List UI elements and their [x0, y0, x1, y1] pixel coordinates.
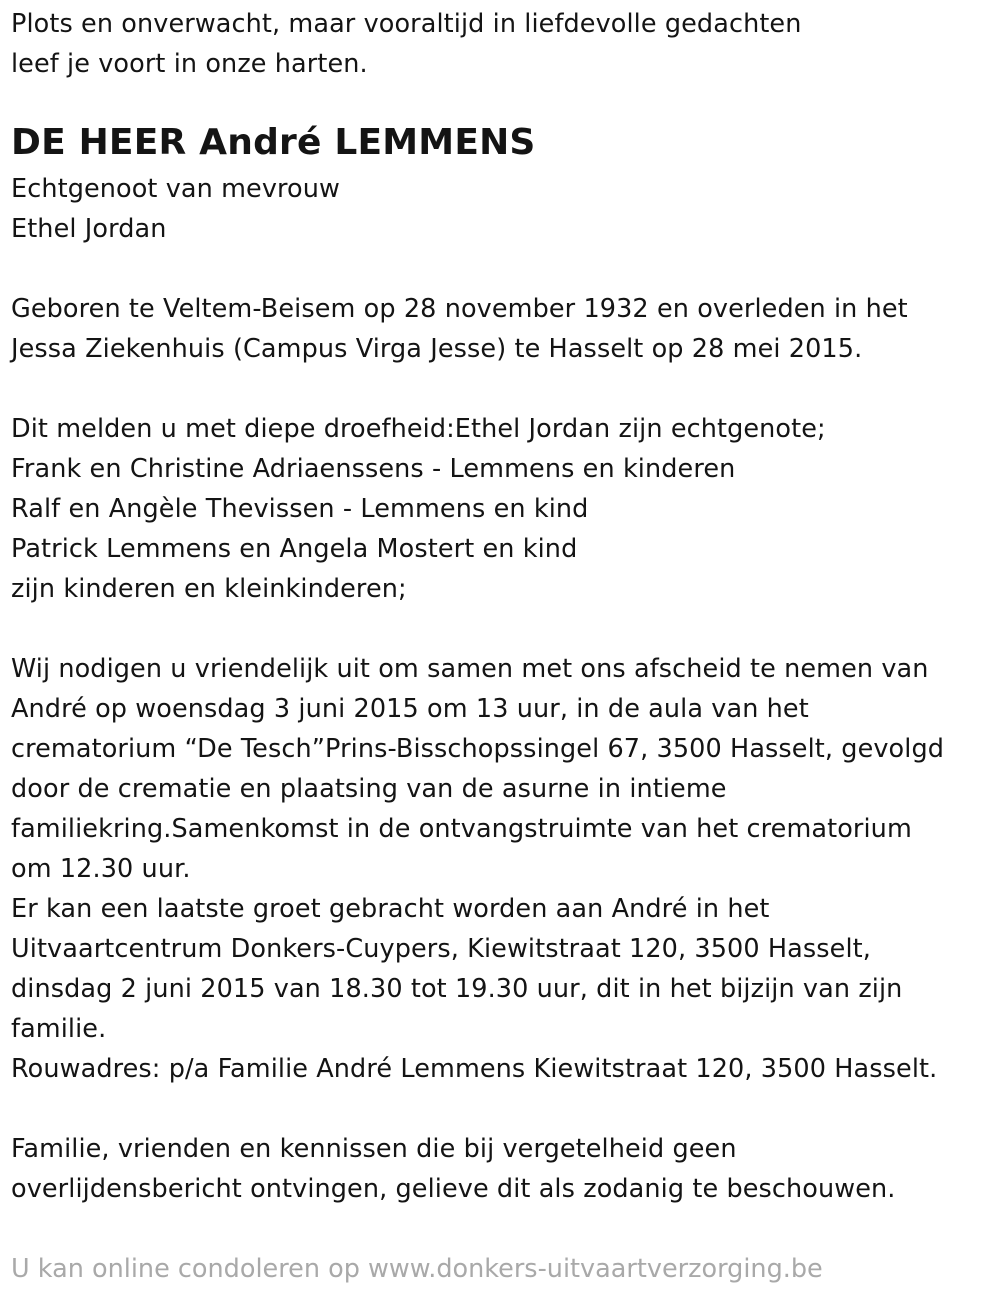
paragraph-spacer — [11, 609, 1000, 649]
ceremony-line: familiekring.Samenkomst in de ontvangstruimte van het crematorium — [11, 814, 912, 844]
ceremony-line: Rouwadres: p/a Familie André Lemmens Kiewitstraat 120, 3500 Hasselt. — [11, 1054, 938, 1084]
family-line: Patrick Lemmens en Angela Mostert en kind — [11, 534, 578, 564]
ceremony-line: crematorium “De Tesch”Prins-Bisschopssingel 67, 3500 Hasselt, gevolgd — [11, 734, 945, 764]
ceremony-line: familie. — [11, 1014, 107, 1044]
intro-line: Plots en onverwacht, maar vooraltijd in liefdevolle gedachten — [11, 9, 802, 39]
notice-line: overlijdensbericht ontvingen, gelieve dit als zodanig te beschouwen. — [11, 1174, 896, 1204]
family-section — [11, 409, 1000, 609]
family-line: Ralf en Angèle Thevissen - Lemmens en kind — [11, 494, 589, 524]
birth-death-line: Geboren te Veltem-Beisem op 28 november 1932 en overleden in het — [11, 294, 908, 324]
ceremony-line: door de crematie en plaatsing van de asurne in intieme — [11, 774, 727, 804]
ceremony-line: dinsdag 2 juni 2015 van 18.30 tot 19.30 uur, dit in het bijzijn van zijn — [11, 974, 903, 1004]
ceremony-line: Wij nodigen u vriendelijk uit om samen met ons afscheid te nemen van — [11, 654, 929, 684]
intro-verse — [11, 0, 1000, 84]
paragraph-spacer — [11, 1209, 1000, 1249]
notice-line: Familie, vrienden en kennissen die bij vergetelheid geen — [11, 1134, 737, 1164]
paragraph-spacer — [11, 369, 1000, 409]
condolence-footer: U kan online condoleren op www.donkers-uitvaartverzorging.be — [11, 1254, 823, 1284]
paragraph-spacer — [11, 249, 1000, 289]
ceremony-line: om 12.30 uur. — [11, 854, 191, 884]
ceremony-section — [11, 649, 1000, 1089]
spouse-section — [11, 169, 1000, 249]
family-line: zijn kinderen en kleinkinderen; — [11, 574, 407, 604]
paragraph-spacer — [11, 1089, 1000, 1129]
birth-death-line: Jessa Ziekenhuis (Campus Virga Jesse) te Hasselt op 28 mei 2015. — [11, 334, 863, 364]
spouse-line: Echtgenoot van mevrouw — [11, 174, 340, 204]
notice-section — [11, 1129, 1000, 1209]
birth-death-section — [11, 289, 1000, 369]
family-line: Frank en Christine Adriaenssens - Lemmens en kinderen — [11, 454, 736, 484]
ceremony-line: Er kan een laatste groet gebracht worden aan André in het — [11, 894, 770, 924]
family-line: Dit melden u met diepe droefheid:Ethel Jordan zijn echtgenote; — [11, 414, 826, 444]
deceased-name: DE HEER André LEMMENS — [11, 122, 536, 163]
intro-line: leef je voort in onze harten. — [11, 49, 368, 79]
spouse-line: Ethel Jordan — [11, 214, 167, 244]
ceremony-line: Uitvaartcentrum Donkers-Cuypers, Kiewitstraat 120, 3500 Hasselt, — [11, 934, 871, 964]
ceremony-line: André op woensdag 3 juni 2015 om 13 uur, in de aula van het — [11, 694, 809, 724]
